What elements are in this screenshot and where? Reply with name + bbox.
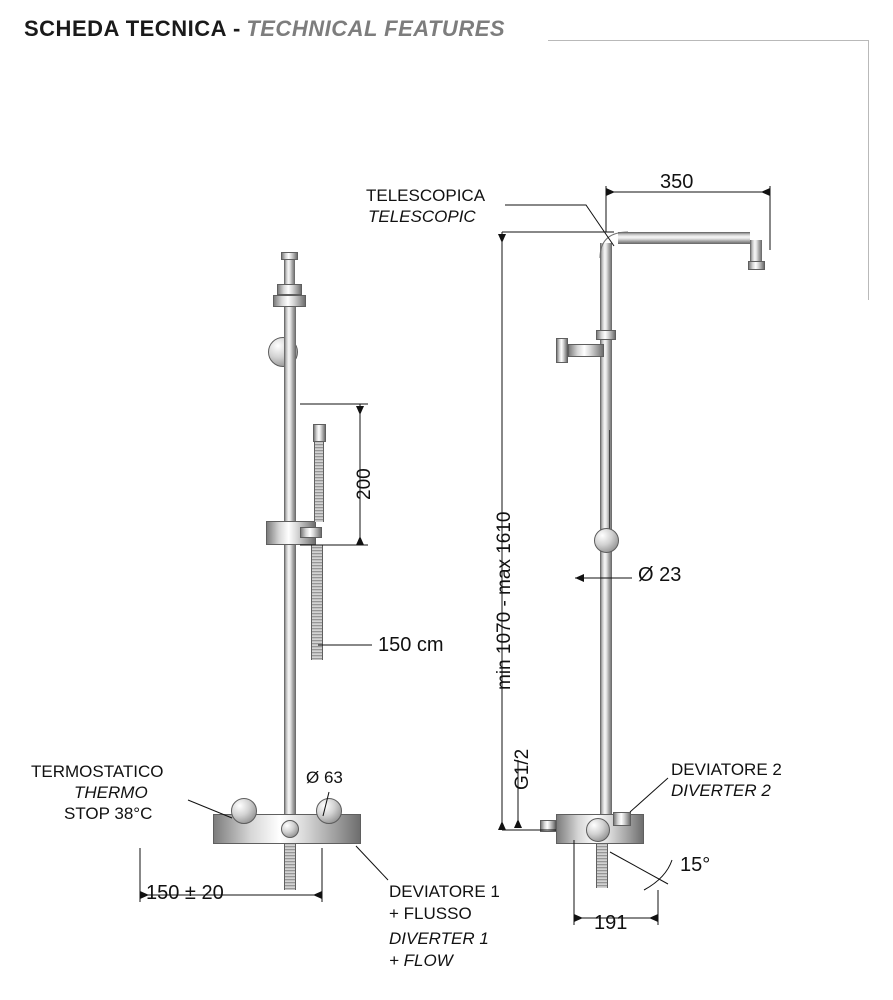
- right-thermostatic-knob: [586, 818, 610, 842]
- label-dim-200: 200: [354, 468, 375, 500]
- label-diverter2-it: DEVIATORE 2: [671, 760, 782, 779]
- left-top-cap: [281, 252, 298, 260]
- right-arm-drop: [750, 240, 762, 262]
- label-diverter1-en: DIVERTER 1: [389, 929, 489, 948]
- arrow-200-bottom: [356, 536, 364, 545]
- label-diverter1-flow-en: + FLOW: [389, 951, 453, 970]
- left-diverter-knob: [316, 798, 342, 824]
- right-mid-diverter-knob: [594, 528, 619, 553]
- label-thermostatic-en: THERMO: [74, 783, 148, 802]
- right-diverter2-block: [613, 812, 631, 826]
- label-diverter1-it: DEVIATORE 1: [389, 882, 500, 901]
- page-title-separator: -: [232, 16, 241, 41]
- label-diverter1-flow-it: + FLUSSO: [389, 904, 472, 923]
- arrow-d23: [575, 574, 584, 582]
- arrow-350-right: [761, 188, 770, 196]
- label-thread-g12: G1/2: [512, 748, 533, 790]
- label-telescopic-en: TELESCOPIC: [368, 207, 476, 226]
- right-shower-arm: [618, 232, 750, 244]
- left-handshower-head: [313, 424, 326, 442]
- label-diverter2-en: DIVERTER 2: [671, 781, 771, 800]
- left-slider-arm: [300, 527, 322, 538]
- arrow-g12-bottom: [514, 819, 522, 828]
- left-handshower-grip: [314, 442, 324, 522]
- right-wall-plate: [556, 338, 568, 363]
- arrow-191-left: [574, 914, 583, 922]
- arrow-191-right: [649, 914, 658, 922]
- header-rule-vertical: [868, 40, 869, 300]
- label-thermostatic-stop: STOP 38°C: [64, 804, 153, 823]
- label-dim-diameter-23: Ø 23: [638, 564, 682, 586]
- header-rule-horizontal: [548, 40, 869, 41]
- right-overhead-shower-connector: [748, 261, 765, 270]
- left-top-stem: [284, 260, 295, 284]
- left-temperature-knob: [231, 798, 257, 824]
- left-mixer-center-cap: [281, 820, 299, 838]
- left-top-collar: [277, 284, 302, 295]
- right-wall-bracket-arm: [568, 344, 604, 357]
- arrow-height-top: [498, 234, 506, 243]
- arrow-350-left: [606, 188, 615, 196]
- arrow-inlet-right: [313, 891, 322, 899]
- label-dim-350: 350: [660, 171, 694, 193]
- page-title-it: SCHEDA TECNICA: [24, 16, 227, 41]
- label-dim-diameter-63: Ø 63: [306, 768, 343, 787]
- right-inlet-elbow: [540, 820, 556, 832]
- left-outlet-hose: [284, 844, 296, 890]
- arrow-height-bottom: [498, 821, 506, 830]
- label-telescopic-it: TELESCOPICA: [366, 186, 486, 205]
- left-slide-bar: [284, 307, 296, 819]
- label-thermostatic-it: TERMOSTATICO: [31, 762, 164, 781]
- label-dim-hose-length: 150 cm: [378, 634, 444, 656]
- page-title-en: TECHNICAL FEATURES: [246, 16, 506, 41]
- page-title: [24, 16, 505, 42]
- label-dim-191: 191: [594, 912, 628, 934]
- right-outlet-hose: [596, 844, 608, 888]
- right-riser-joint: [596, 330, 616, 340]
- arrow-200-top: [356, 406, 364, 415]
- label-dim-angle-15: 15°: [680, 854, 711, 876]
- left-flexible-hose: [311, 545, 323, 660]
- label-dim-total-height: min 1070 - max 1610: [494, 511, 515, 690]
- label-dim-inlet-centres: 150 ± 20: [146, 882, 224, 904]
- left-upper-bracket: [273, 295, 306, 307]
